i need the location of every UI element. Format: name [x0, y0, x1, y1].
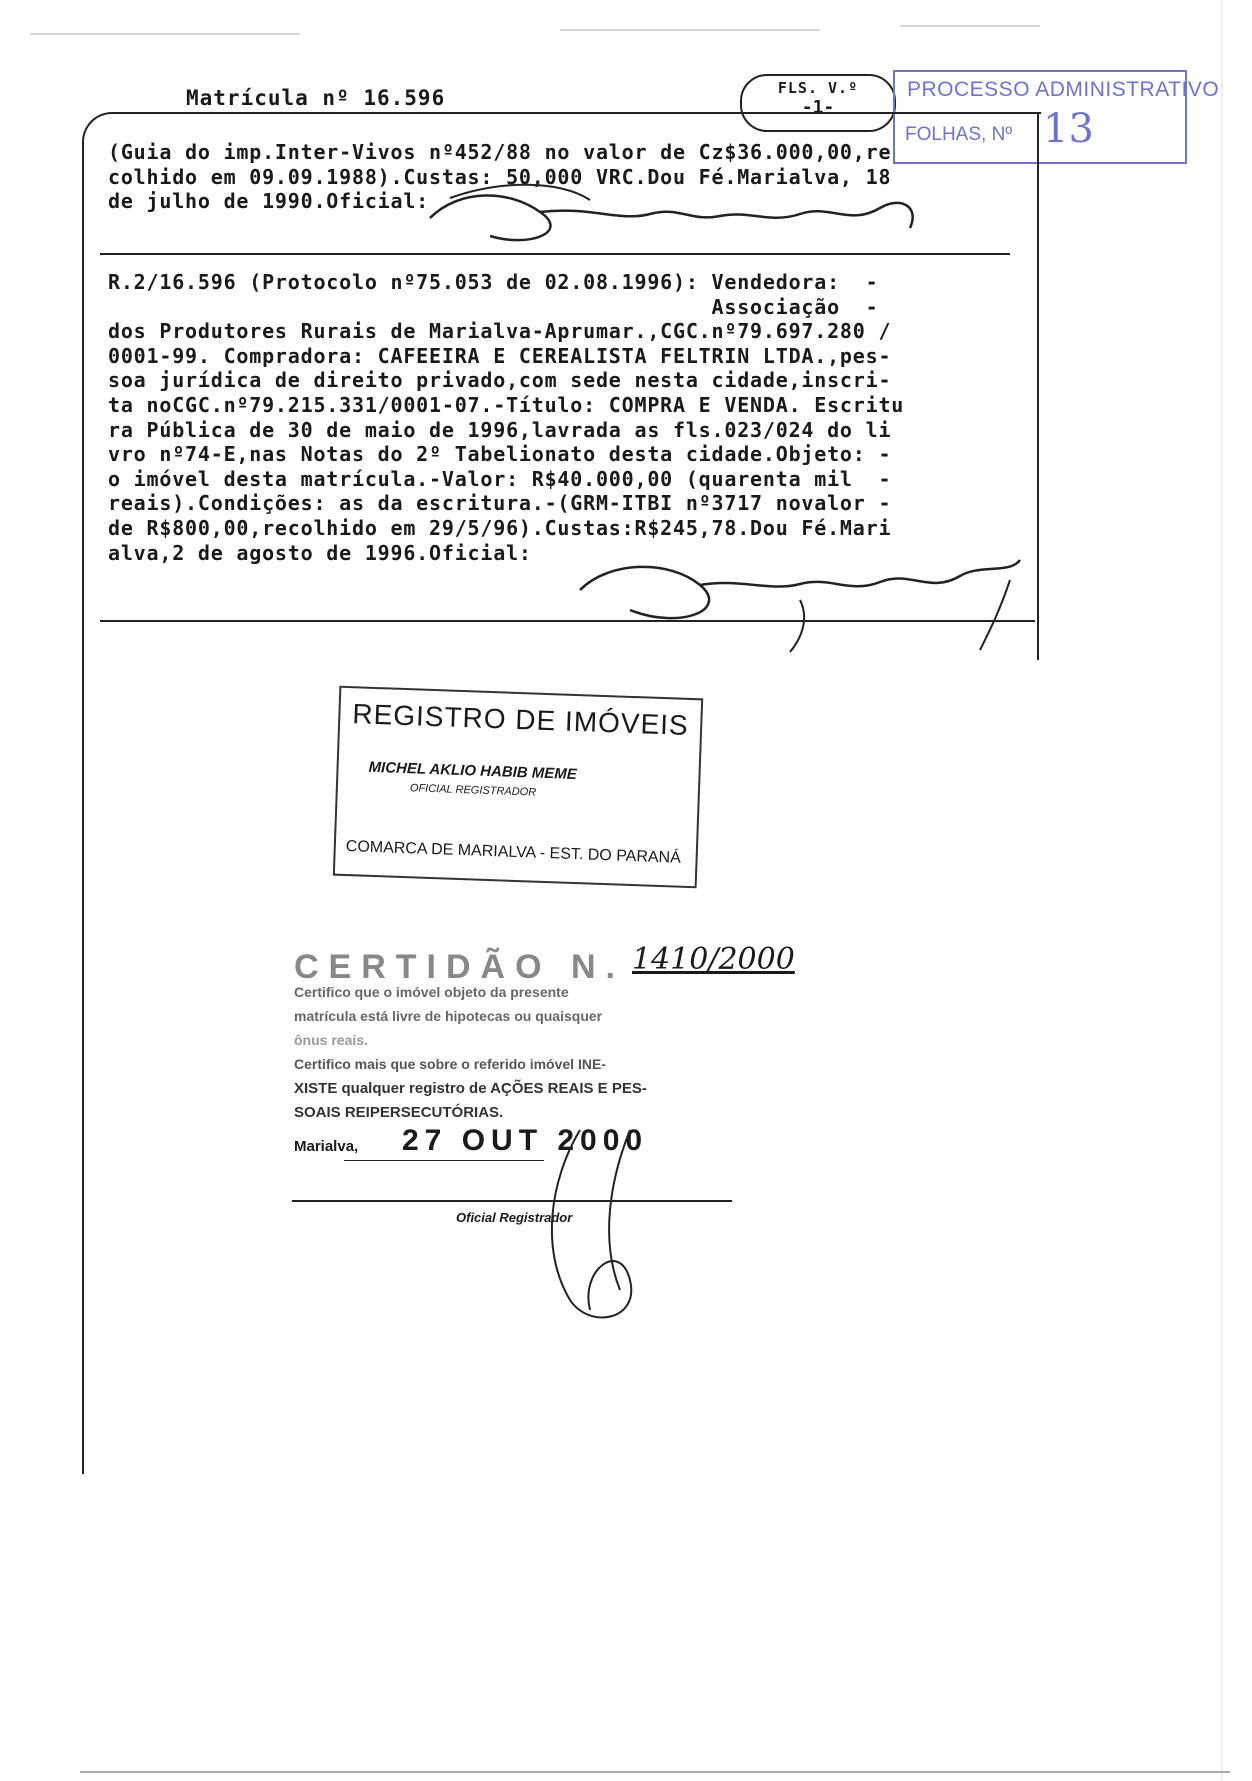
- process-stamp-title: PROCESSO ADMINISTRATIVO: [907, 78, 1220, 101]
- entry-line: alva,2 de agosto de 1996.Oficial:: [108, 540, 532, 565]
- entry-line: R.2/16.596 (Protocolo nº75.053 de 02.08.1996): Vendedora: -: [108, 270, 879, 294]
- matricula-title: Matrícula nº 16.596: [186, 86, 446, 110]
- certificate-line: Certifico mais que sobre o referido imóvel INE-: [294, 1056, 606, 1072]
- entry-line: ta noCGC.nº79.215.331/0001-07.-Título: COMPRA E VENDA. Escritu: [108, 392, 905, 417]
- entry-line: vro nº74-E,nas Notas do 2º Tabelionato desta cidade.Objeto: -: [108, 442, 892, 467]
- registry-stamp-name: MICHEL AKLIO HABIB MEME: [368, 758, 578, 784]
- entry-line: ra Pública de 30 de maio de 1996,lavrada as fls.023/024 do li: [108, 417, 892, 442]
- registry-stamp-title: REGISTRO DE IMÓVEIS: [351, 698, 690, 741]
- entry-line: de julho de 1990.Oficial:: [108, 189, 430, 214]
- certificate-heading: CERTIDÃO N.: [294, 948, 625, 986]
- certificate-line: ônus reais.: [294, 1032, 368, 1048]
- entry-line: colhido em 09.09.1988).Custas: 50,000 VRC.Dou Fé.Marialva, 18: [108, 164, 892, 189]
- certificate-line: Certifico que o imóvel objeto da presente: [294, 984, 569, 1000]
- certificate-line: matrícula está livre de hipotecas ou quaisquer: [294, 1008, 603, 1024]
- entry-line: de R$800,00,recolhido em 29/5/96).Custas:R$245,78.Dou Fé.Mari: [108, 515, 892, 540]
- certificate-line: SOAIS REIPERSECUTÓRIAS.: [294, 1104, 504, 1121]
- certificate-line: XISTE qualquer registro de AÇÕES REAIS E PES-: [294, 1080, 647, 1097]
- registry-stamp-role: OFICIAL REGISTRADOR: [409, 782, 537, 799]
- entry-line: (Guia do imp.Inter-Vivos nº452/88 no valor de Cz$36.000,00,re: [108, 140, 892, 164]
- fls-number: -1-: [801, 97, 835, 118]
- certificate-date: 27 OUT 2000: [402, 1124, 649, 1157]
- entry-line: o imóvel desta matrícula.-Valor: R$40.000,00 (quarenta mil -: [108, 466, 892, 491]
- entry-line: Associação -: [108, 294, 879, 319]
- entry-line: dos Produtores Rurais de Marialva-Aprumar.,CGC.nº79.697.280 /: [108, 319, 892, 344]
- fls-label: FLS. V.º: [777, 79, 859, 97]
- entry-line: soa jurídica de direito privado,com sede nesta cidade,inscri-: [108, 368, 892, 393]
- certificate-number: 1410/2000: [632, 942, 795, 977]
- folhas-label: FOLHAS, Nº: [905, 124, 1013, 145]
- entry-line: reais).Condições: as da escritura.-(GRM-ITBI nº3717 novalor -: [108, 491, 892, 516]
- certificate-signature-label: Oficial Registrador: [456, 1210, 573, 1225]
- entry-line: 0001-99. Compradora: CAFEEIRA E CEREALISTA FELTRIN LTDA.,pes-: [108, 343, 892, 368]
- certificate-place: Marialva,: [294, 1138, 359, 1155]
- registry-stamp-comarca: COMARCA DE MARIALVA - EST. DO PARANÁ: [345, 838, 682, 867]
- folhas-number: 13: [1043, 106, 1094, 152]
